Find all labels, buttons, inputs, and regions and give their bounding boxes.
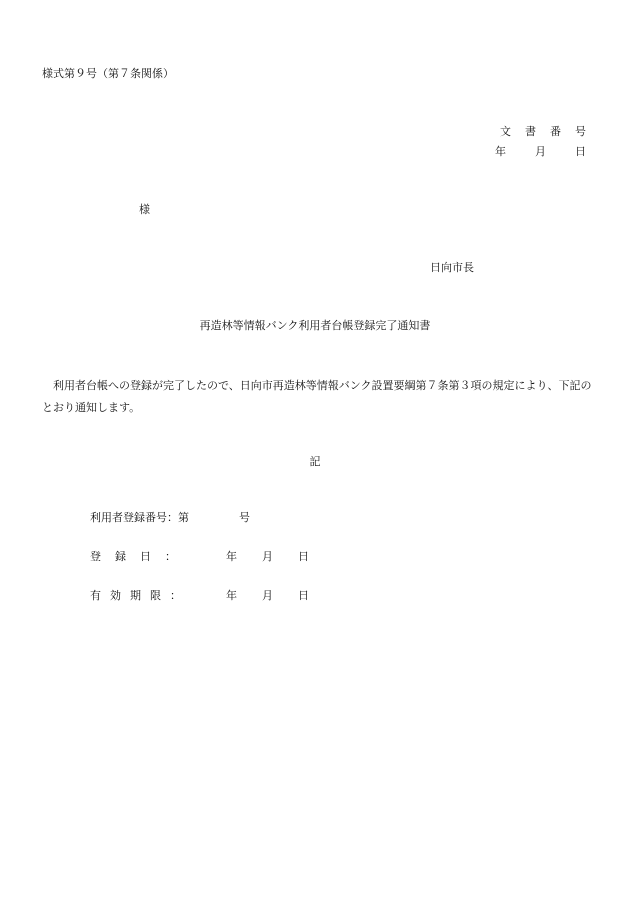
document-date: [495, 145, 586, 159]
registration-number-label: 利用者登録番号：: [90, 511, 178, 524]
body-text: 利用者台帳への登録が完了したので、日向市再造林等情報バンク設置要綱第７条第３項の規定により、下記のとおり通知します。: [42, 379, 592, 414]
expiry-year: 年: [226, 589, 237, 602]
expiry-day: 日: [298, 589, 309, 602]
date-year-label: 年: [495, 145, 506, 158]
expiry-row: [90, 589, 309, 603]
registration-number-prefix: 第: [178, 511, 189, 524]
notice-title: 再造林等情報バンク利用者台帳登録完了通知書: [199, 319, 431, 332]
date-month-label: 月: [535, 145, 546, 158]
recipient-honorific: 様: [139, 203, 150, 216]
date-day-label: 日: [575, 145, 586, 158]
registration-number-suffix: 号: [239, 511, 250, 524]
issuer-name: 日向市長: [430, 261, 474, 274]
expiry-label: 有効期限：: [90, 589, 190, 602]
document-number-label: 文書番号: [500, 125, 600, 138]
registration-number-row: [90, 511, 250, 525]
registration-date-year: 年: [226, 550, 237, 563]
form-number: 様式第９号（第７条関係）: [42, 67, 174, 80]
ki-heading: 記: [309, 455, 321, 468]
expiry-month: 月: [262, 589, 273, 602]
registration-date-label: 登録日：: [90, 550, 190, 563]
registration-date-month: 月: [262, 550, 273, 563]
registration-date-row: [90, 550, 309, 564]
registration-date-day: 日: [298, 550, 309, 563]
